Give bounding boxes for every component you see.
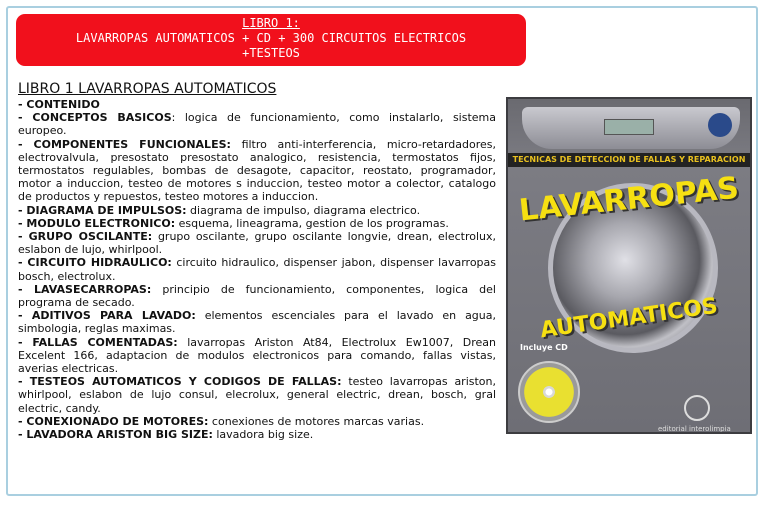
cover-brand: editorial interolimpia <box>658 425 731 433</box>
list-item: - FALLAS COMENTADAS: lavarropas Ariston At84, Electrolux Ew1007, Drean Excelent 166, adaptacion de modulos electronicos para comando, fallas vistas, averias electricas. <box>18 335 496 376</box>
title-banner <box>16 14 526 66</box>
washer-display <box>604 119 654 135</box>
banner-line-1: LIBRO 1: <box>242 16 300 30</box>
list-item: - COMPONENTES FUNCIONALES: filtro anti-interferencia, micro-retardadores, electrovalvula, presostato presostato analogico, resistencia, termostatos fijos, termostatos regulables, bombas de desagote, capacitor, reostato, programador, motor a induccion, testeo de motores s induccion, testeo motor a colector, catalogo de productos y repuestos, testeo motores a induccion. <box>18 137 496 204</box>
cover-title-1: LAVARROPAS <box>517 170 741 229</box>
book-description <box>18 81 496 441</box>
list-item: - GRUPO OSCILANTE: grupo oscilante, grupo oscilante longvie, drean, electrolux, eslabon de lujo, whirlpool. <box>18 230 496 257</box>
cd-disc-icon <box>518 361 580 423</box>
list-item: - LAVASECARROPAS: principio de funcionamiento, componentes, logica del programa de secado. <box>18 282 496 310</box>
cover-stripe: TECNICAS DE DETECCION DE FALLAS Y REPARACION <box>508 153 750 167</box>
publisher-logo-icon <box>708 113 732 137</box>
atom-icon <box>684 395 710 421</box>
list-item: - TESTEOS AUTOMATICOS Y CODIGOS DE FALLAS: testeo lavarropas ariston, whirlpool, eslabon de lujo consul, elecrolux, general electric, drean, bosch, gral electric, candy. <box>18 375 497 415</box>
list-item: - CIRCUITO HIDRAULICO: circuito hidraulico, dispenser jabon, dispenser lavarropas bosch, electrolux. <box>18 256 496 283</box>
list-item: - CONTENIDO <box>18 98 100 111</box>
book-title: LIBRO 1 LAVARROPAS AUTOMATICOS <box>18 81 277 97</box>
banner-line-3: +TESTEOS <box>242 46 300 60</box>
list-item: - CONCEPTOS BASICOS: logica de funcionamiento, como instalarlo, sistema europeo. <box>18 111 497 138</box>
list-item: - ADITIVOS PARA LAVADO: elementos escenciales para el lavado en agua, simbologia, reglas maximas. <box>18 309 496 336</box>
cover-title-2: AUTOMATICOS <box>538 293 720 344</box>
list-item: - CONEXIONADO DE MOTORES: conexiones de motores marcas varias. <box>18 414 425 428</box>
book-cover-image <box>506 97 752 434</box>
contents-list <box>18 98 496 441</box>
list-item: - LAVADORA ARISTON BIG SIZE: lavadora big size. <box>18 428 314 442</box>
banner-line-2: LAVARROPAS AUTOMATICOS + CD + 300 CIRCUITOS ELECTRICOS <box>75 31 467 45</box>
list-item: - MODULO ELECTRONICO: esquema, lineagrama, gestion de los programas. <box>18 216 449 230</box>
cover-cd-label: Incluye CD <box>520 343 568 352</box>
list-item: - DIAGRAMA DE IMPULSOS: diagrama de impulso, diagrama electrico. <box>18 203 421 217</box>
